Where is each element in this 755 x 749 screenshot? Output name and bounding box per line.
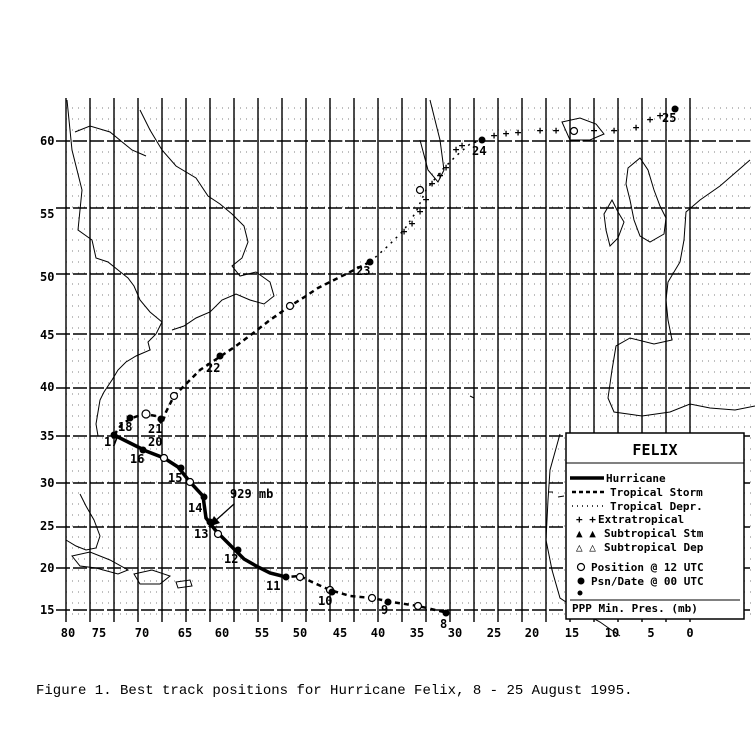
dot-icon [578,591,583,596]
storm-track [114,140,482,612]
extratropical-marker: + [656,109,664,122]
day-label: 8 [440,617,448,631]
extratropical-marker: + [590,124,598,137]
lon-label: 75 [91,626,107,640]
lon-label: 25 [486,626,502,640]
lon-label: 20 [524,626,540,640]
legend-title: FELIX [632,441,678,459]
day-label: 11 [266,579,281,593]
day-label: 12 [224,552,239,566]
legend-subtropical-stm: Subtropical Stm [604,527,704,540]
day-label: 15 [168,471,183,485]
extratropical-marker: + [552,124,560,137]
lat-label: 30 [40,476,55,490]
position-marker [161,455,168,462]
extratropical-marker: + [458,139,466,152]
tropical-storm-track-loop [114,262,370,435]
legend-extratropical: Extratropical [598,513,685,526]
lon-label: 40 [370,626,386,640]
legend-hurricane: Hurricane [606,472,666,485]
lon-label: 80 [60,626,76,640]
lon-label: 15 [564,626,580,640]
day-label: 18 [118,420,133,434]
iceland [562,118,604,140]
british-isles [604,158,666,246]
date-marker [479,137,486,144]
extratropical-marker: + [416,205,424,218]
lat-label: 20 [40,561,55,575]
lon-label: 5 [647,626,655,640]
lat-label: 15 [40,603,55,617]
legend-psn-date-00: Psn/Date @ 00 UTC [591,575,704,588]
filled-triangle-icon: ▲ ▲ [576,527,596,540]
lon-label: 65 [177,626,193,640]
legend-tropical-storm: Tropical Storm [610,486,703,499]
day-label: 14 [188,501,203,515]
open-triangle-icon: △ △ [576,541,596,554]
position-marker [215,531,222,538]
day-label: 21 [148,422,163,436]
pressure-arrow [208,504,234,527]
labrador-coast [140,110,274,330]
open-circle-icon [578,564,585,571]
extratropical-marker: + [442,161,450,174]
date-marker [217,353,224,360]
filled-circle-icon [578,578,585,585]
pressure-label: 929 mb [230,487,274,501]
lat-label: 55 [40,207,55,221]
date-marker [443,610,450,617]
lat-label: 35 [40,429,55,443]
position-marker [297,574,304,581]
plus-icon: + + [576,513,596,526]
extratropical-marker: + [502,127,510,140]
position-marker [417,187,424,194]
position-marker [171,393,178,400]
figure-caption: Figure 1. Best track positions for Hurricane Felix, 8 - 25 August 1995. [36,683,633,699]
lon-label: 70 [134,626,150,640]
extratropical-marker: + [490,129,498,142]
position-marker [187,479,194,486]
day-label: 25 [662,111,677,125]
position-marker [369,595,376,602]
lat-label: 40 [40,380,55,394]
legend-position-12: Position @ 12 UTC [591,561,704,574]
date-marker [283,574,290,581]
day-label: 10 [318,594,333,608]
lon-label: 60 [214,626,230,640]
day-label: 17 [104,435,119,449]
extratropical-markers [401,109,664,238]
lat-label: 50 [40,270,55,284]
position-marker [415,603,422,610]
lon-label: 55 [254,626,270,640]
lat-label: 60 [40,134,55,148]
legend-subtropical-dep: Subtropical Dep [604,541,704,554]
extratropical-marker: + [632,121,640,134]
lat-label: 25 [40,519,55,533]
position-marker [142,410,150,418]
extratropical-marker: + [514,126,522,139]
latitude-labels [40,134,54,617]
extratropical-marker: + [610,124,618,137]
position-marker [571,128,578,135]
legend-min-pres: PPP Min. Pres. (mb) [572,602,698,615]
lat-label: 45 [40,328,55,342]
day-label: 24 [472,144,487,158]
longitude-labels [61,626,694,640]
day-label: 20 [148,435,163,449]
extratropical-marker: + [408,217,416,230]
lon-label: 10 [604,626,620,640]
position-marker [287,303,294,310]
extratropical-marker: + [400,225,408,238]
extratropical-marker: + [436,169,444,182]
lon-label: 0 [686,626,694,640]
florida-gulf-coast [66,494,100,550]
extratropical-marker: + [536,124,544,137]
extratropical-marker: + [452,143,460,156]
day-label: 16 [130,452,145,466]
lon-label: 35 [409,626,425,640]
day-label: 9 [381,603,389,617]
extratropical-marker: + [428,177,436,190]
day-label: 23 [356,264,371,278]
lon-label: 30 [447,626,463,640]
extratropical-marker: + [422,193,430,206]
hispaniola [134,570,170,584]
day-label: 22 [206,361,221,375]
day-label: 13 [194,527,209,541]
legend [566,433,744,619]
cuba [72,552,128,574]
legend-tropical-depr: Tropical Depr. [610,500,703,513]
date-marker [201,494,208,501]
extratropical-marker: + [646,113,654,126]
lon-label: 50 [292,626,308,640]
lon-label: 45 [332,626,348,640]
puerto-rico [176,580,192,588]
